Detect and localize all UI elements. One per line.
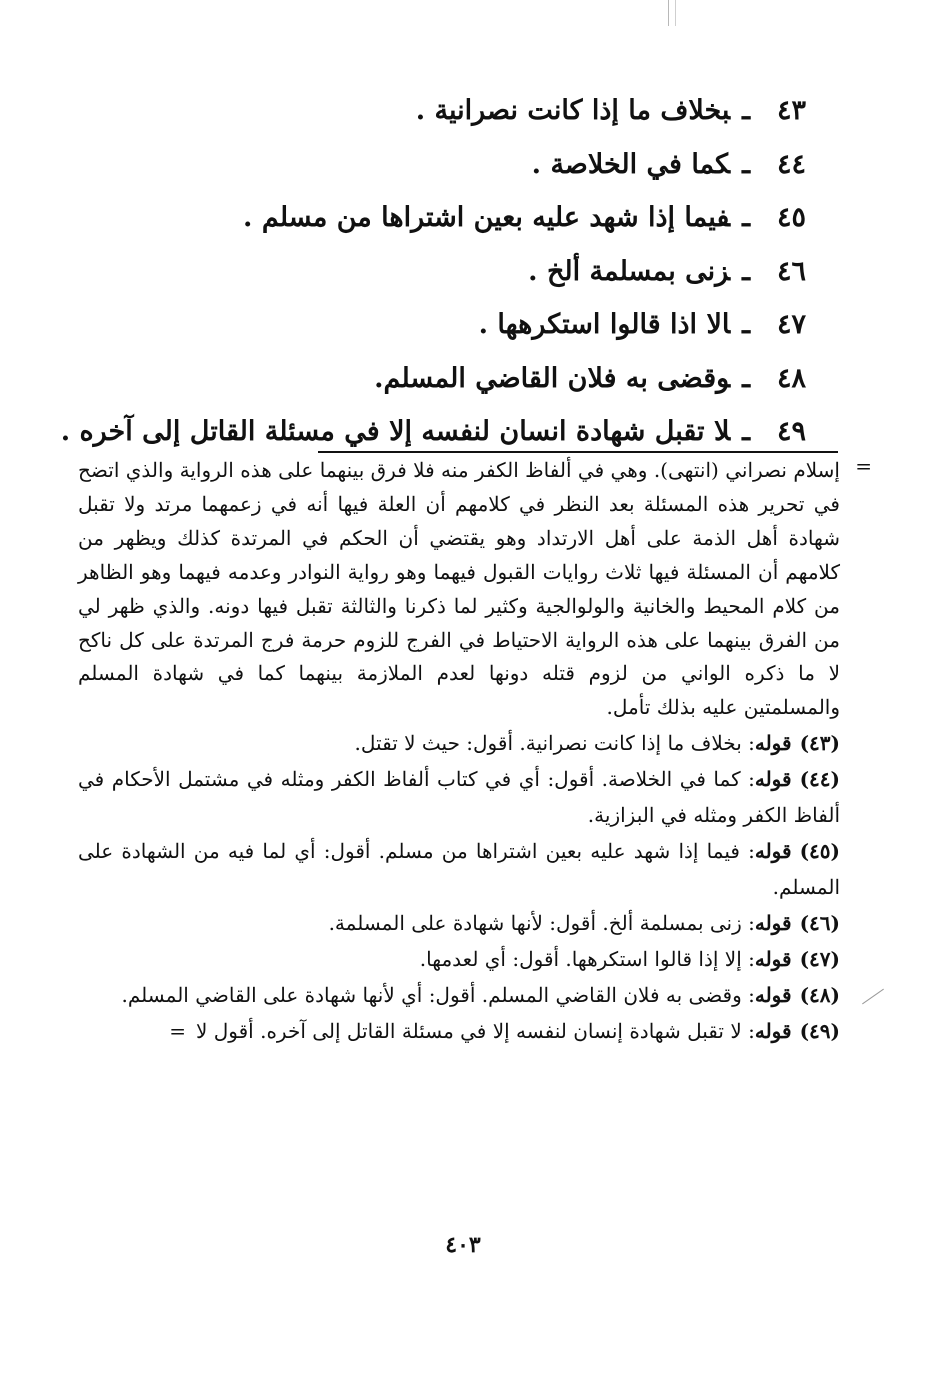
- line-text: الا اذا قالوا استكرهها .: [478, 309, 731, 340]
- note-label: قوله: [754, 983, 792, 1008]
- main-line: [116, 352, 806, 406]
- note-item: [78, 833, 840, 905]
- continuation-mark: =: [855, 454, 872, 478]
- note-item: [78, 761, 840, 833]
- note-item: [78, 905, 840, 941]
- commentary-paragraph: إسلام نصراني (انتهى). وهي في ألفاظ الكفر منه فلا فرق بينهما على هذه الرواية والذي اتضح في تحرير هذه المسئلة بعد النظر في كلامهم أن العلة فيها أنه في زعمهما مرتد ولا تقبل شهادة أهل الذمة على أهل الارتداد وهو يقتضي أن الحكم في المرتدة كذلك ويظهر من كلامهم أن المسئلة فيها ثلاث روايات القبول فيهما وهو رواية النوادر وعدمه فيهما وهو الظاهر من كلام المحيط والخانية والولوالجية وكثير لما ذكرنا والثالثة تقبل فيها دونه. والذي ظهر لي من الفرق بينهما على هذه الرواية الاحتياط في الفرج للزوم حرمة فرج المرتدة على كل ناكح لا ما ذكره الواني من لزوم قتله دونها لعدم الملازمة بينهما كما في شهادة المسلم والمسلمتين عليه بذلك تأمل.: [78, 458, 840, 720]
- note-text: : فيما إذا شهد عليه بعين اشتراها من مسلم. أقول: أي لما فيه من الشهادة على المسلم.: [78, 839, 840, 900]
- continuation-mark: =: [169, 1019, 186, 1044]
- main-line: [116, 191, 806, 245]
- main-line: [116, 138, 806, 192]
- note-item: [78, 725, 840, 761]
- line-dash: ـ: [742, 95, 750, 126]
- page-number: ٤٠٣: [445, 1232, 481, 1258]
- main-text: [60, 84, 806, 459]
- binding-mark: [668, 0, 676, 26]
- note-label: قوله: [754, 911, 792, 936]
- note-item: [78, 977, 840, 1013]
- line-number: ٤٥: [776, 202, 806, 233]
- line-number: ٤٩: [776, 416, 806, 447]
- line-text: زنى بمسلمة ألخ .: [528, 255, 731, 287]
- commentary: [78, 454, 872, 1049]
- line-number: ٤٧: [776, 309, 806, 340]
- note-number: (٤٩): [799, 1019, 840, 1044]
- line-dash: ـ: [742, 148, 750, 180]
- line-text: فيما إذا شهد عليه بعين اشتراها من مسلم .: [243, 202, 731, 233]
- note-text: : كما في الخلاصة. أقول: أي في كتاب ألفاظ الكفر ومثله في مشتمل الأحكام في ألفاظ الكفر ومثله في البزازية.: [78, 767, 840, 828]
- note-text: : لا تقبل شهادة إنسان لنفسه إلا في مسئلة القاتل إلى آخره. أقول لا: [195, 1019, 755, 1044]
- line-number: ٤٣: [776, 95, 806, 126]
- main-line: [116, 245, 806, 299]
- footnote-separator: [318, 451, 838, 453]
- line-text: كما في الخلاصة .: [531, 148, 731, 180]
- note-number: (٤٣): [799, 731, 840, 756]
- line-dash: ـ: [742, 309, 750, 340]
- note-number: (٤٥): [799, 839, 840, 864]
- note-text: : وقضى به فلان القاضي المسلم. أقول: أي لأنها شهادة على القاضي المسلم.: [121, 983, 755, 1008]
- main-line: [116, 298, 806, 352]
- note-item: [78, 941, 840, 977]
- line-number: ٤٦: [776, 255, 806, 287]
- note-number: (٤٦): [799, 911, 840, 936]
- note-number: (٤٤): [799, 767, 840, 792]
- note-number: (٤٧): [799, 947, 840, 972]
- line-text: بخلاف ما إذا كانت نصرانية .: [415, 95, 731, 126]
- line-text: وقضى به فلان القاضي المسلم.: [374, 362, 731, 394]
- note-label: قوله: [754, 767, 792, 792]
- line-dash: ـ: [742, 416, 750, 447]
- note-label: قوله: [754, 839, 792, 864]
- note-text: : إلا إذا قالوا استكرهها. أقول: أي لعدمها.: [419, 947, 755, 972]
- line-text: لا تقبل شهادة انسان لنفسه إلا في مسئلة القاتل إلى آخره .: [60, 416, 731, 447]
- line-number: ٤٨: [776, 362, 806, 394]
- line-number: ٤٤: [776, 148, 806, 180]
- note-label: قوله: [754, 731, 792, 756]
- line-dash: ـ: [742, 362, 750, 394]
- main-line: [116, 84, 806, 138]
- line-dash: ـ: [742, 255, 750, 287]
- note-text: : بخلاف ما إذا كانت نصرانية. أقول: حيث لا تقتل.: [354, 731, 755, 756]
- note-label: قوله: [754, 1019, 792, 1044]
- line-dash: ـ: [742, 202, 750, 233]
- pencil-mark: [862, 989, 884, 1005]
- note-text: : زنى بمسلمة ألخ. أقول: لأنها شهادة على المسلمة.: [328, 911, 755, 936]
- note-label: قوله: [754, 947, 792, 972]
- note-number: (٤٨): [799, 983, 840, 1008]
- note-item: [78, 1013, 840, 1049]
